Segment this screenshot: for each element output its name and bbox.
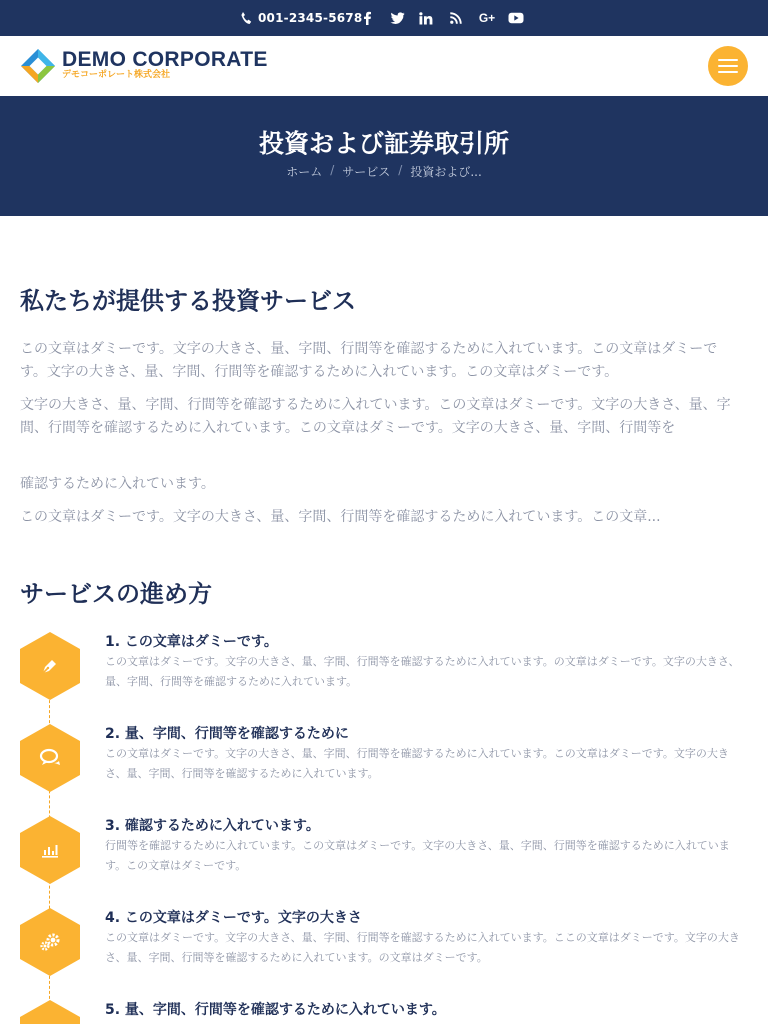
pen-icon xyxy=(40,656,60,676)
step-3-badge xyxy=(20,816,80,884)
page-banner xyxy=(0,96,768,216)
process-heading: サービスの進め方 xyxy=(20,580,212,608)
step-4-text: この文章はダミーです。文字の大きさ、量、字間、行間等を確認するために入れています。ここの文章はダミーです。文字の大きさ、量、字間、行間等を確認するために入れています。の文章はダミーです。 xyxy=(105,931,740,964)
breadcrumb-services[interactable]: サービス xyxy=(342,165,391,179)
bar-chart-icon xyxy=(41,842,59,858)
breadcrumb-separator: / xyxy=(330,163,335,177)
intro-heading: 私たちが提供する投資サービス xyxy=(20,287,356,315)
site-header xyxy=(0,36,768,96)
facebook-icon[interactable] xyxy=(357,9,377,27)
rss-icon[interactable] xyxy=(446,9,466,27)
phone-contact[interactable] xyxy=(240,9,362,27)
google-plus-icon[interactable] xyxy=(476,9,498,27)
step-1-text: この文章はダミーです。文字の大きさ、量、字間、行間等を確認するために入れています。の文章はダミーです。文字の大きさ、量、字間、行間等を確認するために入れています。 xyxy=(105,655,740,688)
intro-paragraph: 文字の大きさ、量、字間、行間等を確認するために入れています。この文章はダミーです。文字の大きさ、量、字間、行間等を確認するために入れています。この文章はダミーです。文字の大きさ、量、字間、行間等を xyxy=(20,397,731,436)
breadcrumb-home[interactable]: ホーム xyxy=(286,165,323,179)
step-2-title: 2. 量、字間、行間等を確認するために xyxy=(105,726,349,742)
step-2-text: この文章はダミーです。文字の大きさ、量、字間、行間等を確認するために入れています。この文章はダミーです。文字の大きさ、量、字間、行間等を確認するために入れています。 xyxy=(105,747,729,780)
twitter-icon[interactable] xyxy=(387,9,407,27)
phone-icon xyxy=(240,11,252,25)
phone-number: 001-2345-5678 xyxy=(258,11,363,25)
step-2-badge xyxy=(20,724,80,792)
menu-bar-icon xyxy=(718,71,738,73)
brand-name[interactable]: DEMO CORPORATE xyxy=(62,48,268,71)
step-5-badge xyxy=(20,1000,80,1024)
intro-paragraph: この文章はダミーです。文字の大きさ、量、字間、行間等を確認するために入れています。この文章はダミーです。文字の大きさ、量、字間、行間等を確認するために入れています。この文章はダミーです。 xyxy=(20,341,718,380)
hamburger-menu-button[interactable] xyxy=(708,46,748,86)
menu-bar-icon xyxy=(718,65,738,67)
breadcrumb xyxy=(0,163,768,180)
step-1-title: 1. この文章はダミーです。 xyxy=(105,634,278,650)
step-5-title: 5. 量、字間、行間等を確認するために入れています。 xyxy=(105,1002,446,1018)
step-1-badge xyxy=(20,632,80,700)
page-title: 投資および証券取引所 xyxy=(258,129,509,158)
youtube-icon[interactable] xyxy=(506,9,526,27)
brand-logo[interactable] xyxy=(20,48,56,84)
step-3-text: 行間等を確認するために入れています。この文章はダミーです。文字の大きさ、量、字間、行間等を確認するために入れています。この文章はダミーです。 xyxy=(105,839,730,872)
intro-paragraph: 確認するために入れています。 xyxy=(20,476,215,492)
linkedin-icon[interactable] xyxy=(416,9,436,27)
google-plus-label: G+ xyxy=(478,11,496,25)
top-bar xyxy=(0,0,768,36)
menu-bar-icon xyxy=(718,59,738,61)
breadcrumb-separator: / xyxy=(398,163,403,177)
chat-bubbles-icon xyxy=(39,748,61,768)
intro-paragraph: この文章はダミーです。文字の大きさ、量、字間、行間等を確認するために入れています。この文章... xyxy=(20,509,661,525)
step-3-title: 3. 確認するために入れています。 xyxy=(105,818,320,834)
step-4-title: 4. この文章はダミーです。文字の大きさ xyxy=(105,910,362,926)
brand-subtitle: デモコーポレート株式会社 xyxy=(62,70,171,80)
step-4-badge xyxy=(20,908,80,976)
breadcrumb-current: 投資および... xyxy=(410,165,482,179)
gears-icon xyxy=(39,932,61,952)
